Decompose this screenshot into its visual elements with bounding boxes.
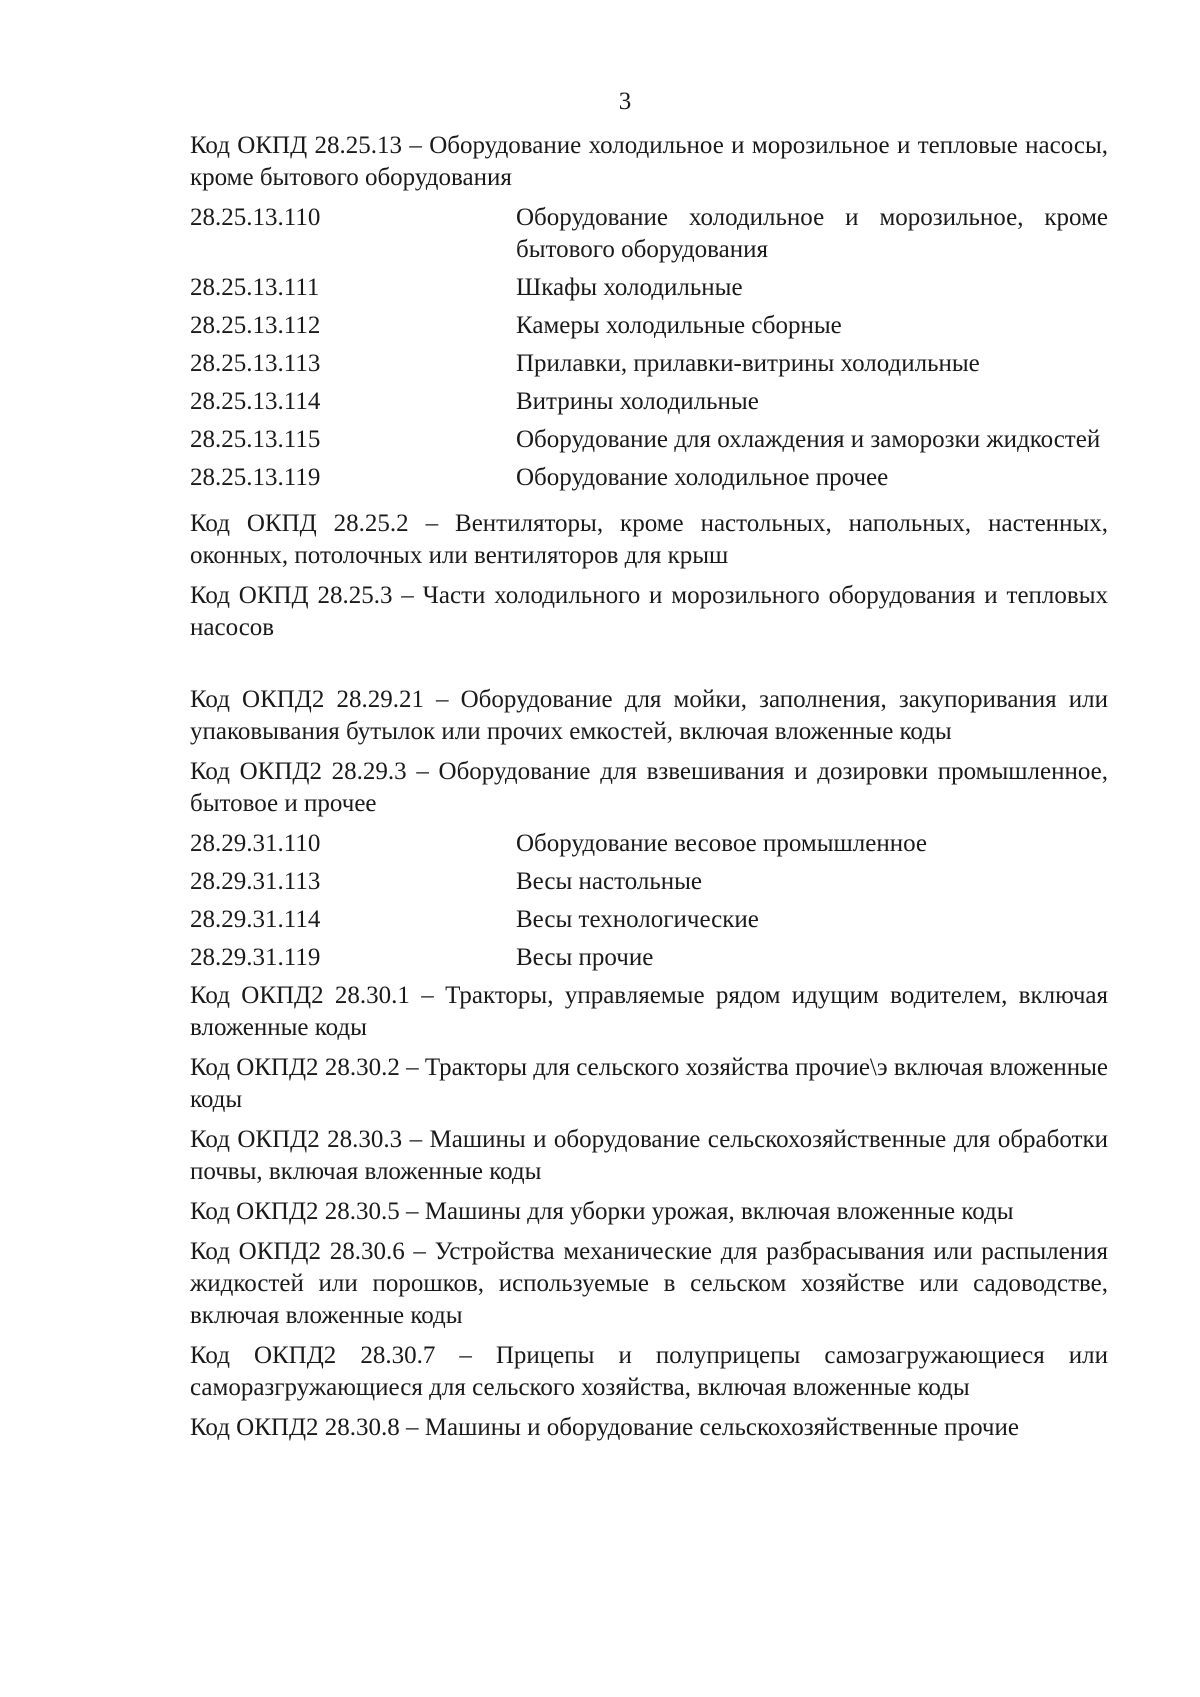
item-description: Оборудование весовое промышленное (516, 830, 928, 857)
list-item (190, 828, 1108, 860)
document-body (190, 130, 1108, 1452)
item-description: Витрины холодильные (516, 388, 759, 415)
section-heading-28-29-3: Код ОКПД2 28.29.3 – Оборудование для взвешивания и дозировки промышленное, бытовое и прочее (190, 758, 1108, 817)
item-code: 28.29.31.119 (190, 944, 321, 971)
item-description: Весы технологические (516, 906, 759, 933)
item-code: 28.25.13.113 (190, 350, 321, 377)
list-item (190, 942, 1108, 974)
item-description: Весы прочие (516, 944, 654, 971)
paragraph-28-30-8: Код ОКПД2 28.30.8 – Машины и оборудование сельскохозяйственные прочие (190, 1414, 1019, 1441)
item-description: Оборудование холодильное и морозильное, кроме бытового оборудования (516, 204, 1108, 263)
item-description: Оборудование для охлаждения и заморозки жидкостей (516, 426, 1101, 453)
list-item (190, 424, 1108, 456)
paragraph-28-29-21: Код ОКПД2 28.29.21 – Оборудование для мойки, заполнения, закупоривания или упаковывания бутылок или прочих емкостей, включая вложенные коды (190, 686, 1108, 745)
paragraph-28-30-6: Код ОКПД2 28.30.6 – Устройства механические для разбрасывания или распыления жидкостей или порошков, используемые в сельском хозяйстве или садоводстве, включая вложенные коды (190, 1238, 1108, 1329)
paragraph-28-25-3: Код ОКПД 28.25.3 – Части холодильного и морозильного оборудования и тепловых насосов (190, 582, 1108, 641)
item-code: 28.29.31.113 (190, 868, 321, 895)
code-list-28-29-3 (190, 828, 1108, 974)
list-item (190, 904, 1108, 936)
item-code: 28.25.13.119 (190, 464, 321, 491)
paragraph-28-30-1: Код ОКПД2 28.30.1 – Тракторы, управляемые рядом идущим водителем, включая вложенные коды (190, 982, 1108, 1041)
item-description: Камеры холодильные сборные (516, 312, 842, 339)
page-number: 3 (618, 88, 632, 115)
item-description: Прилавки, прилавки-витрины холодильные (516, 350, 980, 377)
code-list-28-25-13 (190, 202, 1108, 494)
item-code: 28.29.31.110 (190, 830, 321, 857)
list-item (190, 310, 1108, 342)
item-code: 28.25.13.114 (190, 388, 321, 415)
item-description: Весы настольные (516, 868, 703, 895)
list-item (190, 272, 1108, 304)
paragraph-28-30-2: Код ОКПД2 28.30.2 – Тракторы для сельского хозяйства прочие\э включая вложенные коды (190, 1054, 1108, 1113)
item-code: 28.25.13.110 (190, 204, 321, 231)
item-description: Оборудование холодильное прочее (516, 464, 889, 491)
paragraph-28-30-7: Код ОКПД2 28.30.7 – Прицепы и полуприцепы самозагружающиеся или саморазгружающиеся для сельского хозяйства, включая вложенные коды (190, 1342, 1108, 1401)
list-item (190, 202, 1108, 266)
list-item (190, 866, 1108, 898)
list-item (190, 462, 1108, 494)
section-heading-28-25-13: Код ОКПД 28.25.13 – Оборудование холодильное и морозильное и тепловые насосы, кроме бытового оборудования (190, 132, 1108, 191)
item-code: 28.25.13.112 (190, 312, 321, 339)
list-item (190, 348, 1108, 380)
item-code: 28.29.31.114 (190, 906, 321, 933)
item-code: 28.25.13.115 (190, 426, 321, 453)
paragraph-28-25-2: Код ОКПД 28.25.2 – Вентиляторы, кроме настольных, напольных, настенных, оконных, потолочных или вентиляторов для крыш (190, 510, 1108, 569)
paragraph-28-30-5: Код ОКПД2 28.30.5 – Машины для уборки урожая, включая вложенные коды (190, 1198, 1014, 1225)
item-code: 28.25.13.111 (190, 274, 320, 301)
paragraph-28-30-3: Код ОКПД2 28.30.3 – Машины и оборудование сельскохозяйственные для обработки почвы, включая вложенные коды (190, 1126, 1108, 1185)
item-description: Шкафы холодильные (516, 274, 743, 301)
list-item (190, 386, 1108, 418)
